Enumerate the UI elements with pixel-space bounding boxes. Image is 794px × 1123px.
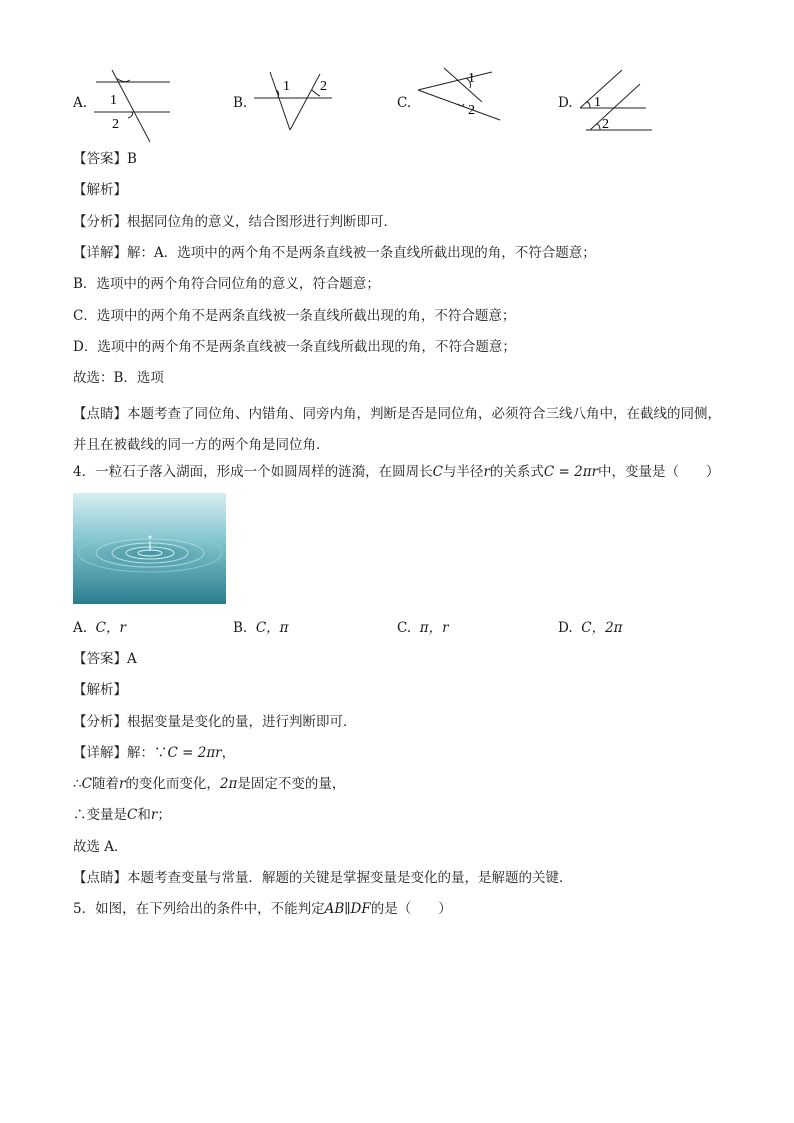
q3-detail-c: C．选项中的两个角不是两条直线被一条直线所截出现的角，不符合题意；	[73, 308, 516, 324]
q3-option-c-figure	[414, 66, 514, 126]
q4-detail-1: 【详解】解：∵C = 2πr，	[73, 745, 236, 761]
q3-option-a-figure	[86, 66, 176, 146]
q4-comment: 【点睛】本题考查变量与常量．解题的关键是掌握变量是变化的量，是解题的关键．	[73, 870, 573, 886]
q4-option-b: B. C，π	[233, 620, 289, 636]
q3-detail-d: D．选项中的两个角不是两条直线被一条直线所截出现的角，不符合题意；	[73, 339, 516, 355]
q4-choose: 故选 A．	[73, 839, 128, 855]
q3-option-d-figure	[576, 66, 666, 136]
q3-option-d-letter: D.	[558, 95, 573, 111]
q4-detail-3: ∴变量是C和r；	[73, 807, 171, 823]
q3-option-c-letter: C.	[397, 95, 412, 111]
q3-a-angle-1: 1	[110, 93, 117, 108]
q4-detail-2: ∴C随着r的变化而变化，2π是固定不变的量，	[73, 776, 346, 792]
q3-b-angle-2: 2	[320, 79, 327, 94]
q4-option-c: C. π，r	[397, 620, 449, 636]
q3-detail-b: B．选项中的两个角符合同位角的意义，符合题意；	[73, 276, 380, 292]
q4-stem: 4．一粒石子落入湖面，形成一个如圆周样的涟漪，在圆周长C与半径r的关系式C = 2πr中，变量是（ ）	[73, 464, 720, 480]
q3-answer: 【答案】B	[73, 151, 137, 167]
q3-c-angle-2: 2	[468, 103, 475, 118]
q4-option-d: D. C，2π	[558, 620, 623, 636]
water-ripple-image	[73, 493, 226, 604]
q3-comment: 【点睛】本题考查了同位角、内错角、同旁内角，判断是否是同位角，必须符合三线八角中，在截线的同侧，并且在被截线的同一方的两个角是同位角．	[73, 406, 721, 453]
q3-option-b-figure	[250, 66, 340, 136]
q3-d-angle-1: 1	[594, 95, 601, 110]
q4-analysis-tag: 【解析】	[73, 682, 127, 698]
q3-option-a-letter: A.	[73, 95, 88, 111]
q3-analysis-tag: 【解析】	[73, 182, 127, 198]
q3-analysis-head: 【分析】根据同位角的意义，结合图形进行判断即可．	[73, 214, 397, 230]
q4-option-a: A. C，r	[73, 620, 126, 636]
q3-d-angle-2: 2	[602, 117, 609, 132]
q3-choose: 故选：B．选项	[73, 370, 164, 386]
q3-option-b-letter: B.	[233, 95, 248, 111]
q4-analysis-head: 【分析】根据变量是变化的量，进行判断即可．	[73, 714, 357, 730]
q3-a-angle-2: 2	[112, 117, 119, 132]
q3-detail-a: 【详解】解：A．选项中的两个角不是两条直线被一条直线所截出现的角，不符合题意；	[73, 245, 596, 261]
q4-answer: 【答案】A	[73, 651, 137, 667]
q5-stem: 5．如图，在下列给出的条件中，不能判定AB∥DF的是（ ）	[73, 901, 452, 917]
q3-b-angle-1: 1	[283, 79, 290, 94]
q3-c-angle-1: 1	[468, 71, 475, 86]
